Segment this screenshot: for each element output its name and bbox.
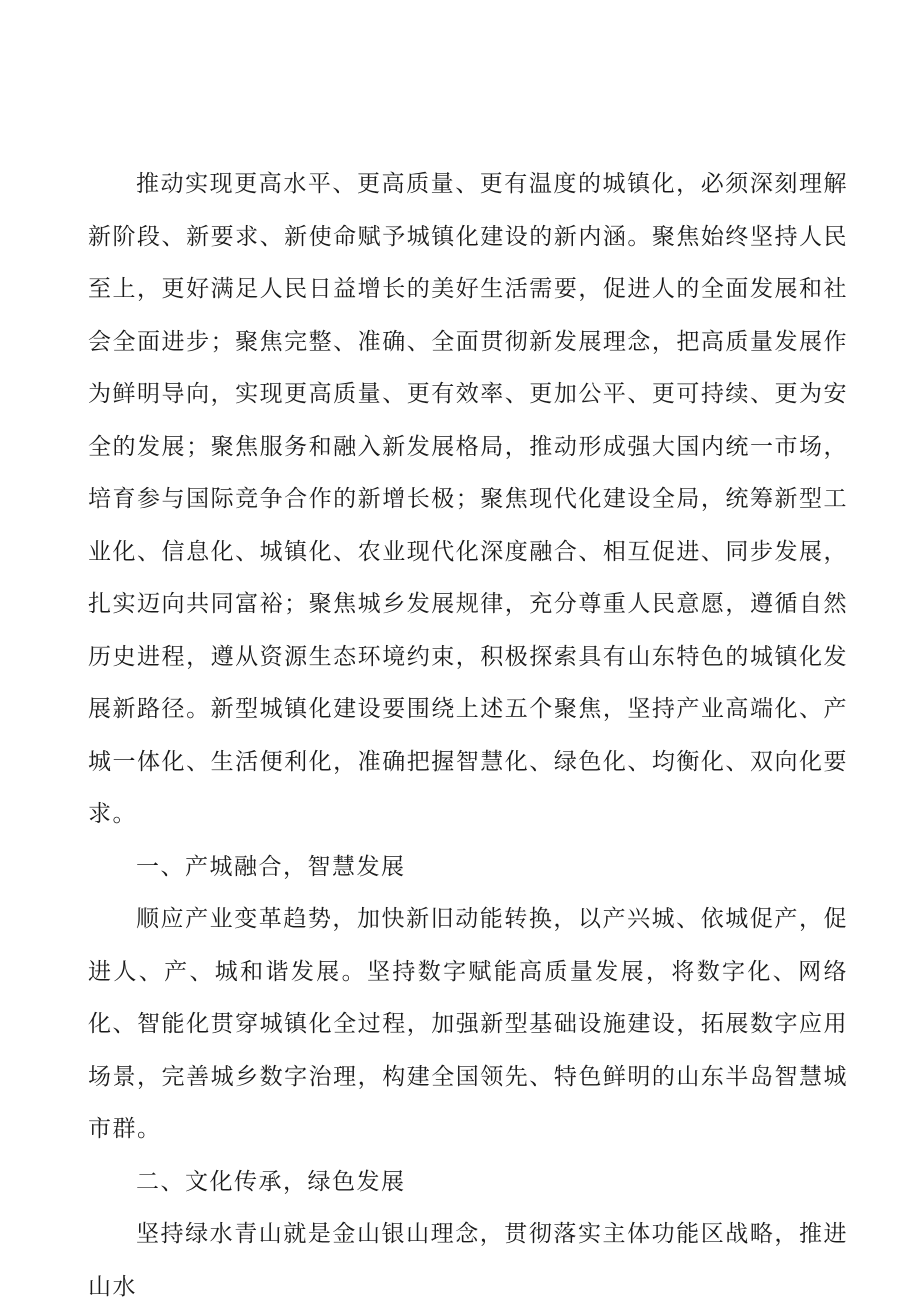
paragraph-green-development: 坚持绿水青山就是金山银山理念，贯彻落实主体功能区战略，推进山水 — [88, 1221, 848, 1300]
paragraph-smart-development: 顺应产业变革趋势，加快新旧动能转换，以产兴城、依城促产，促进人、产、城和谐发展。坚持数字赋能高质量发展，将数字化、网络化、智能化贯穿城镇化全过程，加强新型基础设施建设，拓展数字应用场景，完善城乡数字治理，构建全国领先、特色鲜明的山东半岛智慧城市群。 — [88, 906, 848, 1142]
section-heading-culture-green: 二、文化传承，绿色发展 — [136, 1168, 406, 1195]
section-heading-industry-city: 一、产城融合，智慧发展 — [136, 853, 406, 880]
paragraph-urbanization-intro: 推动实现更高水平、更高质量、更有温度的城镇化，必须深刻理解新阶段、新要求、新使命赋予城镇化建设的新内涵。聚焦始终坚持人民至上，更好满足人民日益增长的美好生活需要，促进人的全面发展和社会全面进步；聚焦完整、准确、全面贯彻新发展理念，把高质量发展作为鲜明导向，实现更高质量、更有效率、更加公平、更可持续、更为安全的发展；聚焦服务和融入新发展格局，推动形成强大国内统一市场，培育参与国际竞争合作的新增长极；聚焦现代化建设全局，统筹新型工业化、信息化、城镇化、农业现代化深度融合、相互促进、同步发展，扎实迈向共同富裕；聚焦城乡发展规律，充分尊重人民意愿，遵循自然历史进程，遵从资源生态环境约束，积极探索具有山东特色的城镇化发展新路径。新型城镇化建设要围绕上述五个聚焦，坚持产业高端化、产城一体化、生活便利化，准确把握智慧化、绿色化、均衡化、双向化要求。 — [88, 171, 848, 827]
document-page — [88, 158, 848, 1313]
